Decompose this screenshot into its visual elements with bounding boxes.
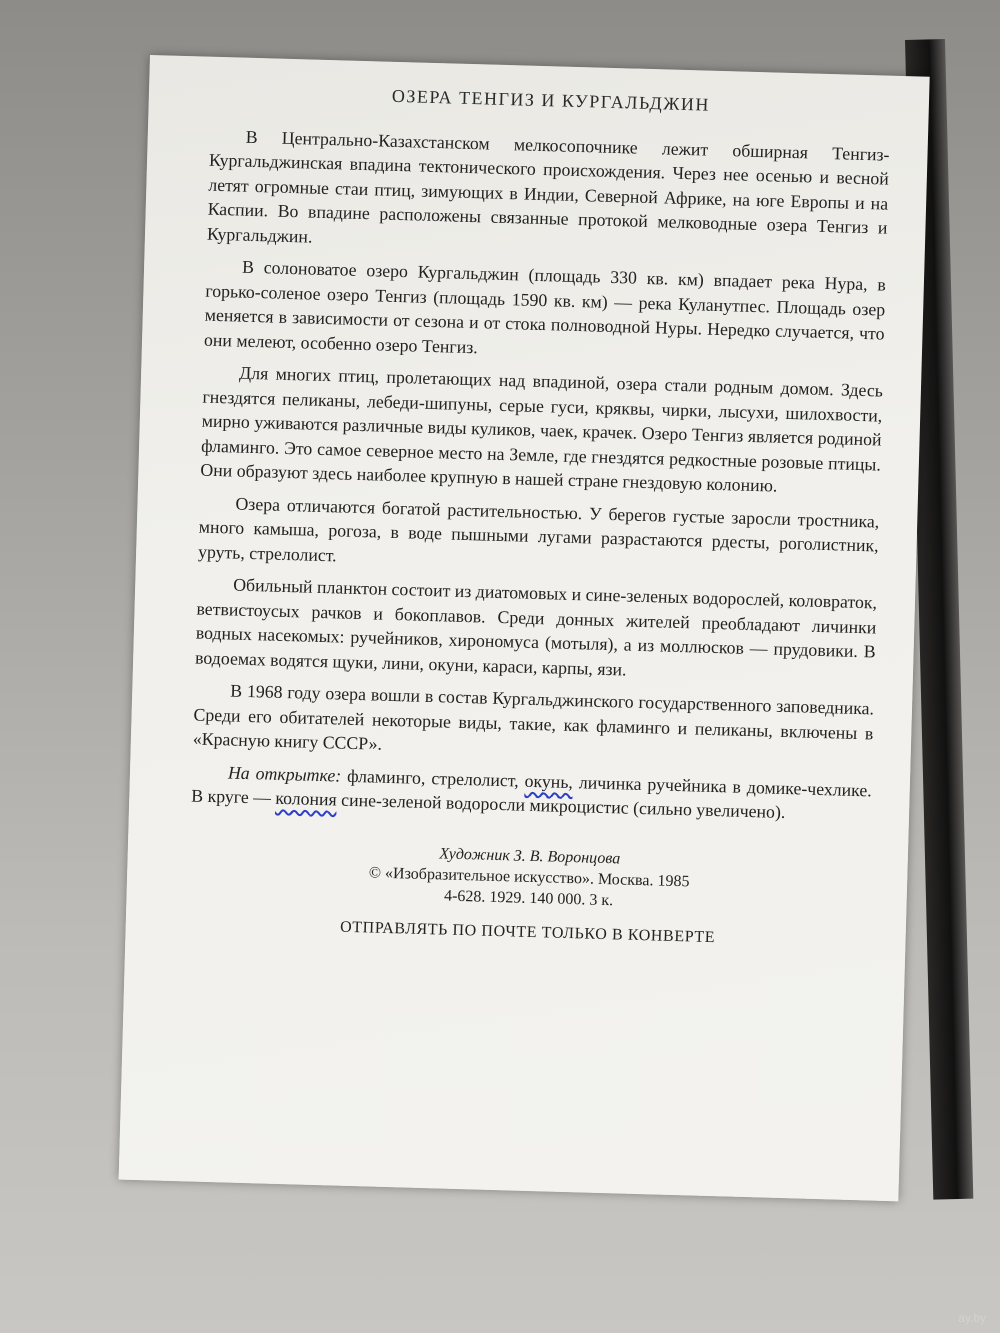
caption-text-1: фламинго, стрелолист, bbox=[340, 765, 525, 791]
underlined-word-colony: колония bbox=[275, 787, 338, 810]
paragraph-4: Озера отличаются богатой растительностью. У берегов густые заросли тростника, много камыша, рогоза, в воде пышными лугами разрастаются рдесты, роголистник, уруть, стрелолист. bbox=[197, 493, 880, 565]
paragraph-3: Для многих птиц, пролетающих над впадиной, озера стали родным домом. Здесь гнездятся пеликаны, лебеди-шипуны, серые гуси, кряквы, чирки, лысухи, шилохвости, мирно уживаются различные виды куликов, чаек, крачек. Озеро Тенгиз является родиной фламинго. Это самое северное место на Земле, где гнездятся редкостные розовые птицы. Они образуют здесь наиболее крупную в нашей стране гнездовую колонию. bbox=[200, 362, 884, 496]
paragraph-2: В солоноватое озеро Кургальджин (площадь 330 кв. км) впадает река Нура, в горько-соленое озеро Тенгиз (площадь 1590 кв. км) — река Куланутпес. Площадь озер меняется в зависимости от сезона и от стока полноводной Нуры. Нередко случается, что они мелеют, особенно озеро Тенгиз. bbox=[203, 256, 887, 357]
caption-text-3: сине-зеленой водоросли микроцистис (сильно увеличено). bbox=[336, 789, 786, 823]
postcard-text bbox=[187, 79, 891, 955]
paragraph-5: Обильный планктон состоит из диатомовых и сине-зеленых водорослей, коловраток, ветвистоусых рачков и бокоплавов. Среди донных жителей преобладают личинки водных насекомых: ручейников, хирономуса (мотыля), а из моллюсков — прудовики. В водоемах водятся щуки, лини, окуни, караси, карпы, язи. bbox=[194, 574, 878, 680]
print-info: 4-628. 1929. 140 000. 3 к. bbox=[443, 887, 614, 909]
underlined-word-perch: окунь, bbox=[524, 770, 574, 792]
caption-lead: На открытке: bbox=[227, 761, 342, 786]
caption-paragraph bbox=[191, 759, 872, 827]
watermark: ay.by bbox=[958, 1311, 986, 1325]
paragraph-6: В 1968 году озера вошли в состав Кургальджинского государственного заповедника. Среди его обитателей некоторые виды, такие, как фламинго и пеликаны, включены в «Красную книгу СССР». bbox=[192, 680, 875, 754]
caption-text-2: личинка ручейника в домике-чехлике. В круге — bbox=[191, 771, 873, 808]
artist-credit: Художник З. В. Воронцова bbox=[439, 844, 621, 867]
postcard-title: ОЗЕРА ТЕНГИЗ И КУРГАЛЬДЖИН bbox=[391, 85, 711, 115]
mailing-notice: ОТПРАВЛЯТЬ ПО ПОЧТЕ ТОЛЬКО В КОНВЕРТЕ bbox=[339, 918, 716, 946]
postcard-back bbox=[119, 55, 930, 1201]
credits-block bbox=[188, 836, 869, 918]
publisher-credit: © «Изобразительное искусство». Москва. 1985 bbox=[368, 863, 690, 890]
paragraph-1: В Центрально-Казахстанском мелкосопочнике лежит обширная Тенгиз-Кургальджинская впадина тектонического происхождения. Через нее осенью и весной летят огромные стаи птиц, зимующих в Индии, Северной Африке, на юге Европы и на Каспии. Во впадине расположены связанные протокой мелководные озера Тенгиз и Кургальджин. bbox=[206, 126, 890, 247]
